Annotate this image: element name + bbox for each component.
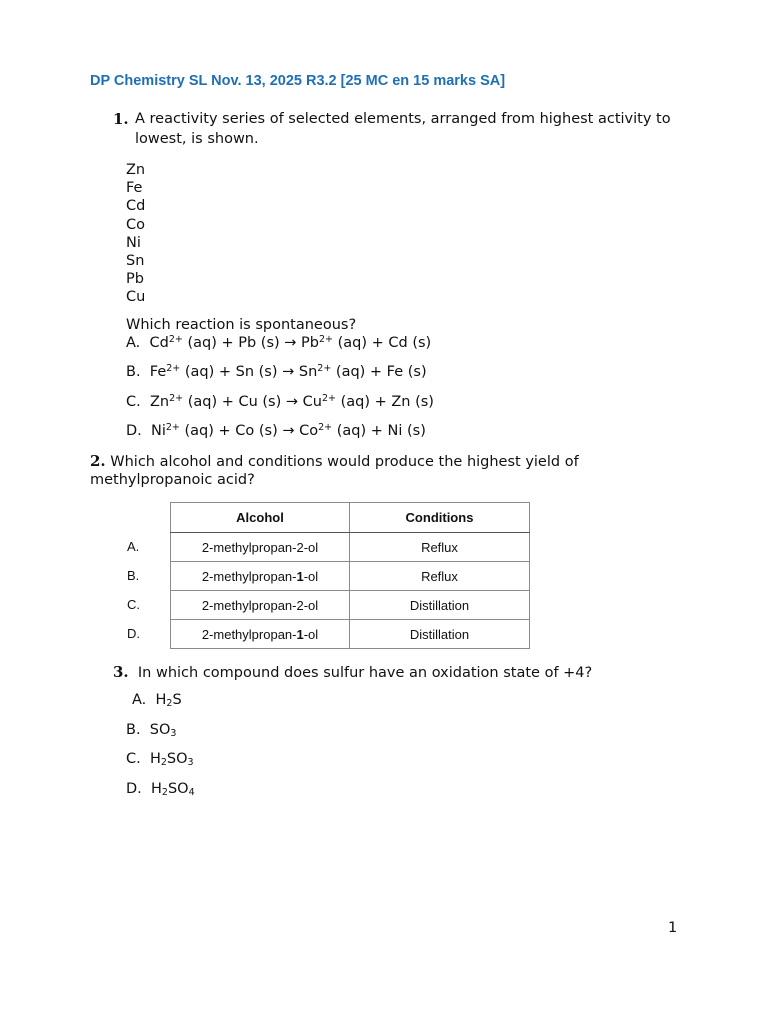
alcohol-cell: 2-methylpropan-2-ol <box>171 591 350 620</box>
answer-option-b: B. $SO_3$ <box>126 722 177 739</box>
answer-option-d: D. $Ni^{2+}$ (aq) + Co $(s) \to Co^{2+}$ (aq) + Ni (s) <box>126 422 426 439</box>
element-item: Cd <box>126 198 146 215</box>
row-label-c: C. <box>127 597 140 612</box>
question-1 <box>113 109 671 147</box>
table-row <box>171 620 530 649</box>
table-header-row <box>171 503 530 533</box>
answer-option-c: C. $H_2SO_3$ <box>126 751 194 768</box>
column-header-conditions: Conditions <box>350 503 530 533</box>
question-stem: Which reaction is spontaneous? <box>126 317 357 333</box>
conditions-cell: Reflux <box>350 562 530 591</box>
question-text: Which alcohol and conditions would produce the highest yield of methylpropanoic acid? <box>90 454 579 488</box>
document-title: DP Chemistry SL Nov. 13, 2025 R3.2 [25 MC en 15 marks SA] <box>90 73 506 89</box>
alcohol-cell: 2-methylpropan-2-ol <box>171 533 350 562</box>
question-number: 1. <box>113 110 129 128</box>
question-3 <box>113 663 592 681</box>
column-header-alcohol: Alcohol <box>171 503 350 533</box>
element-item: Ni <box>126 234 141 251</box>
element-item: Pb <box>126 271 144 288</box>
alcohol-cell: 2-methylpropan-1-ol <box>171 562 350 591</box>
question-2 <box>90 452 650 489</box>
conditions-cell: Distillation <box>350 591 530 620</box>
question-text: In which compound does sulfur have an oxidation state of +4? <box>137 665 593 681</box>
element-item: Co <box>126 216 145 233</box>
element-item: Sn <box>126 252 145 269</box>
page-number: 1 <box>668 920 678 936</box>
answer-option-a: A. $H_2S$ <box>132 692 182 709</box>
reactivity-series-list <box>126 161 145 307</box>
row-label-d: D. <box>127 626 140 641</box>
alcohol-cell: 2-methylpropan-1-ol <box>171 620 350 649</box>
table-row <box>171 591 530 620</box>
answer-option-a: A. $Cd^{2+}$ (aq) + Pb $(s) \to Pb^{2+}$ (aq) + Cd (s) <box>126 334 432 351</box>
answer-option-c: C. $Zn^{2+}$ (aq) + Cu $(s) \to Cu^{2+}$ (aq) + Zn (s) <box>126 393 434 410</box>
row-label-b: B. <box>127 568 140 583</box>
table-row <box>171 533 530 562</box>
question-number: 2. <box>90 452 106 470</box>
element-item: Fe <box>126 180 143 197</box>
alcohol-conditions-table <box>170 502 530 649</box>
question-text: A reactivity series of selected elements, arranged from highest activity to lowest, is shown. <box>135 111 671 147</box>
element-item: Cu <box>126 289 146 306</box>
element-item: Zn <box>126 162 146 178</box>
question-number: 3. <box>113 663 129 681</box>
conditions-cell: Distillation <box>350 620 530 649</box>
row-label-a: A. <box>127 539 140 554</box>
answer-option-b: B. $Fe^{2+}$ (aq) + Sn $(s) \to Sn^{2+}$ (aq) + Fe (s) <box>126 363 427 380</box>
answer-option-d: D. $H_2SO_4$ <box>126 781 195 798</box>
conditions-cell: Reflux <box>350 533 530 562</box>
table-row <box>171 562 530 591</box>
